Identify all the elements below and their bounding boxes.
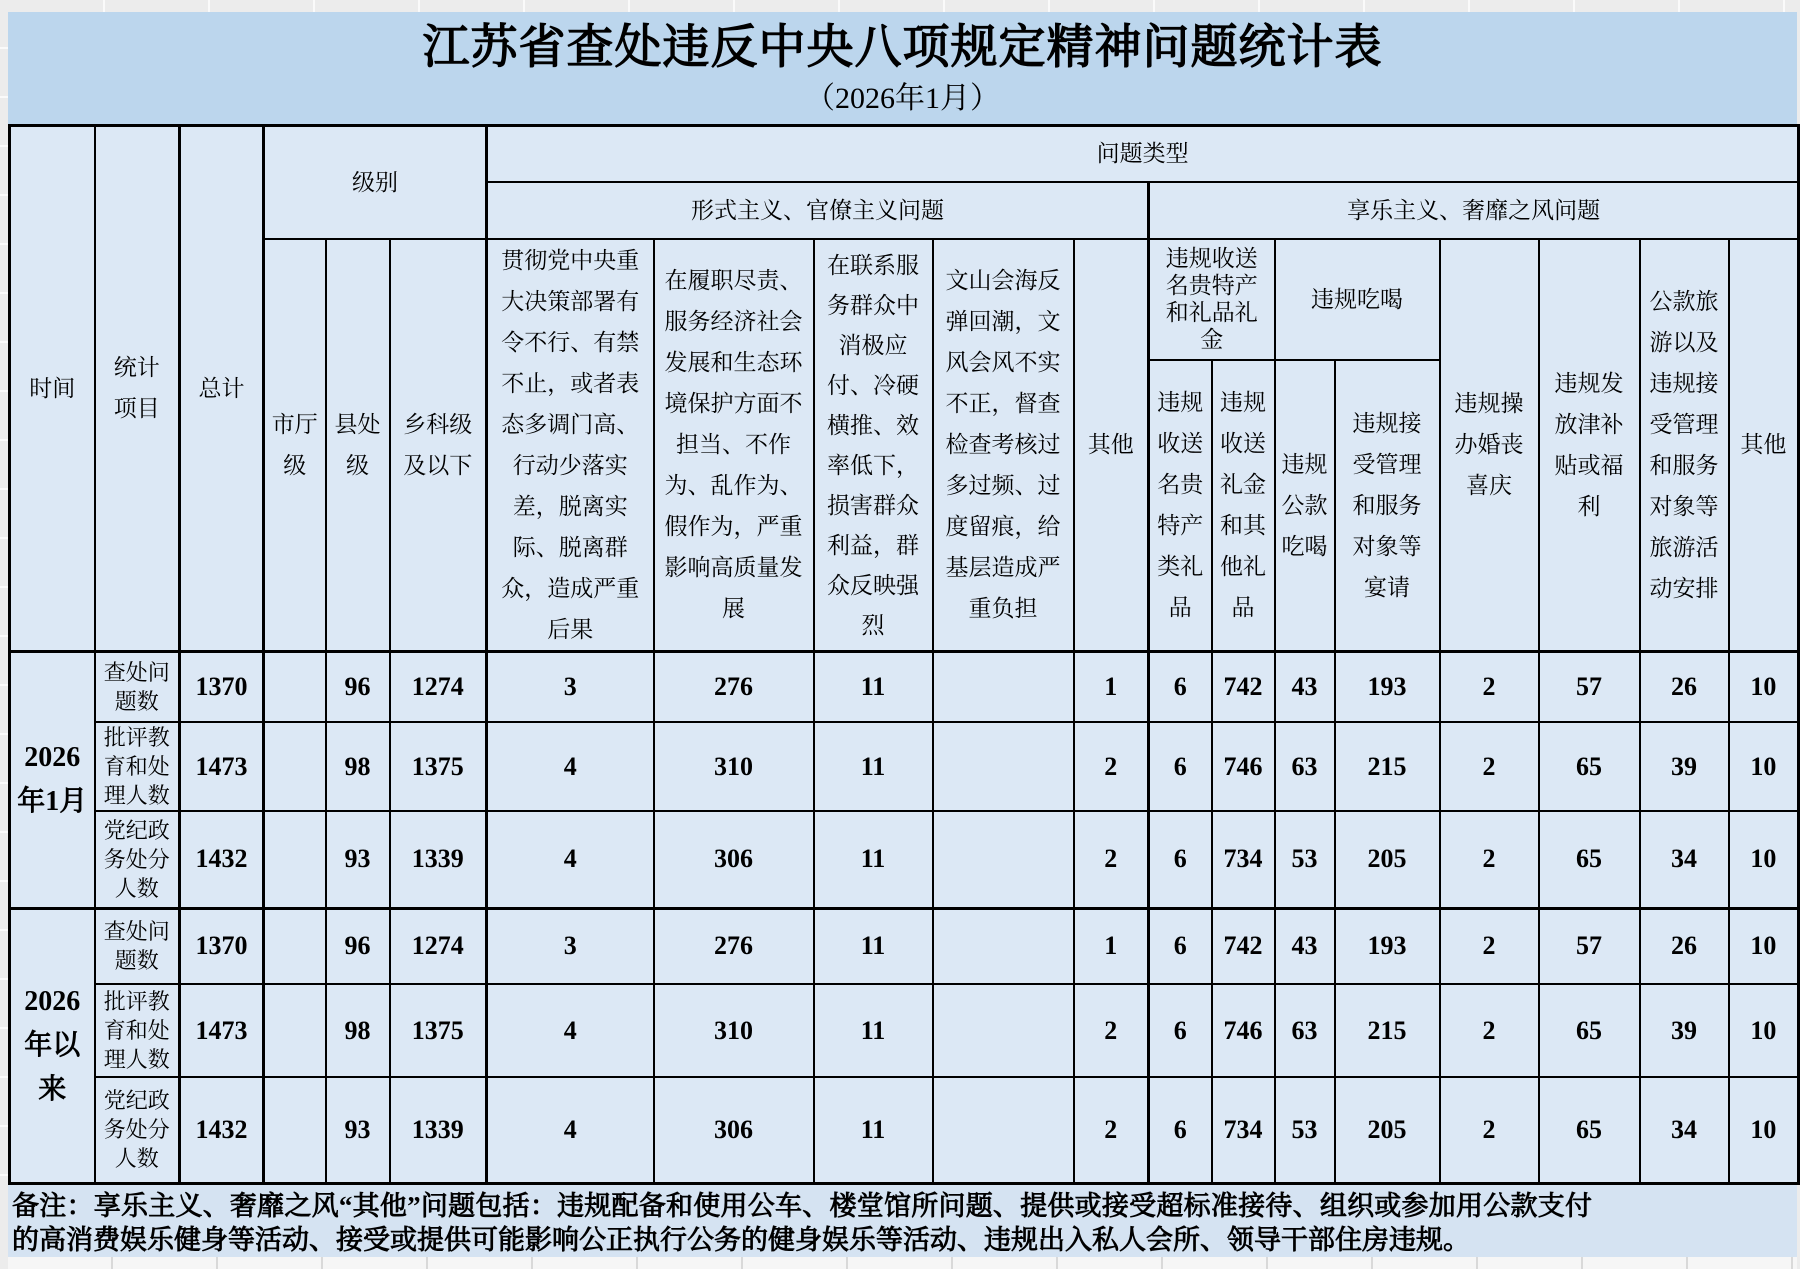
- header-level-city: 市厅级: [264, 239, 326, 652]
- value-cell: 10: [1729, 651, 1799, 722]
- header-stat-item: 统计项目: [95, 126, 180, 652]
- value-cell: 1473: [180, 722, 264, 811]
- value-cell: 2: [1074, 811, 1149, 908]
- value-cell: [264, 1077, 326, 1183]
- value-cell: 11: [814, 908, 933, 984]
- header-dining-col-2: 违规接受管理和服务对象等宴请: [1335, 360, 1440, 651]
- value-cell: [933, 811, 1074, 908]
- value-cell: 734: [1212, 1077, 1275, 1183]
- header-level-township: 乡科级及以下: [390, 239, 487, 652]
- header-level-county: 县处级: [326, 239, 390, 652]
- value-cell: [933, 1077, 1074, 1183]
- value-cell: 11: [814, 984, 933, 1077]
- value-cell: 6: [1149, 984, 1212, 1077]
- value-cell: 1432: [180, 811, 264, 908]
- value-cell: 3: [487, 651, 654, 722]
- value-cell: 746: [1212, 722, 1275, 811]
- value-cell: 746: [1212, 984, 1275, 1077]
- value-cell: 310: [654, 722, 814, 811]
- value-cell: 2: [1440, 1077, 1539, 1183]
- header-dining-col-1: 违规公款吃喝: [1275, 360, 1335, 651]
- sheet-content: [8, 12, 1797, 1269]
- header-gift-col-1: 违规收送名贵特产类礼品: [1149, 360, 1212, 651]
- header-time: 时间: [10, 126, 95, 652]
- value-cell: 1: [1074, 651, 1149, 722]
- value-cell: 6: [1149, 1077, 1212, 1183]
- time-group-label: 2026年1月: [10, 651, 95, 908]
- value-cell: 26: [1640, 651, 1729, 722]
- row-label: 批评教育和处理人数: [95, 722, 180, 811]
- title-band: [8, 12, 1797, 124]
- value-cell: 63: [1275, 984, 1335, 1077]
- value-cell: 39: [1640, 984, 1729, 1077]
- value-cell: 1432: [180, 1077, 264, 1183]
- value-cell: 11: [814, 811, 933, 908]
- value-cell: 2: [1440, 811, 1539, 908]
- value-cell: [264, 811, 326, 908]
- value-cell: 98: [326, 722, 390, 811]
- value-cell: 26: [1640, 908, 1729, 984]
- value-cell: 10: [1729, 984, 1799, 1077]
- value-cell: 306: [654, 811, 814, 908]
- value-cell: [264, 722, 326, 811]
- value-cell: 4: [487, 722, 654, 811]
- header-formalism-col-3: 在联系服务群众中消极应付、冷硬横推、效率低下，损害群众利益，群众反映强烈: [814, 239, 933, 652]
- page-title: 江苏省查处违反中央八项规定精神问题统计表: [422, 22, 1383, 74]
- value-cell: 6: [1149, 908, 1212, 984]
- value-cell: 1473: [180, 984, 264, 1077]
- header-level: 级别: [264, 126, 487, 239]
- value-cell: 6: [1149, 722, 1212, 811]
- value-cell: 11: [814, 651, 933, 722]
- value-cell: 2: [1440, 651, 1539, 722]
- row-label: 查处问题数: [95, 651, 180, 722]
- note-band: [8, 1185, 1797, 1257]
- value-cell: 4: [487, 811, 654, 908]
- row-label: 批评教育和处理人数: [95, 984, 180, 1077]
- value-cell: 98: [326, 984, 390, 1077]
- value-cell: 193: [1335, 651, 1440, 722]
- left-gutter: [0, 0, 8, 1220]
- time-group-label: 2026年以来: [10, 908, 95, 1183]
- value-cell: 1370: [180, 651, 264, 722]
- value-cell: 3: [487, 908, 654, 984]
- header-hedonism-group: 享乐主义、奢靡之风问题: [1149, 182, 1799, 239]
- header-gift-col-2: 违规收送礼金和其他礼品: [1212, 360, 1275, 651]
- value-cell: 2: [1440, 722, 1539, 811]
- value-cell: 96: [326, 651, 390, 722]
- value-cell: 93: [326, 1077, 390, 1183]
- value-cell: 1274: [390, 908, 487, 984]
- value-cell: 96: [326, 908, 390, 984]
- header-hedonism-col-travel: 公款旅游以及违规接受管理和服务对象等旅游活动安排: [1640, 239, 1729, 652]
- value-cell: 2: [1440, 908, 1539, 984]
- value-cell: 193: [1335, 908, 1440, 984]
- value-cell: 215: [1335, 984, 1440, 1077]
- page-subtitle: （2026年1月）: [805, 82, 1000, 115]
- header-hedonism-col-allowance: 违规发放津补贴或福利: [1539, 239, 1640, 652]
- value-cell: 65: [1539, 1077, 1640, 1183]
- value-cell: [264, 908, 326, 984]
- row-label: 查处问题数: [95, 908, 180, 984]
- value-cell: 34: [1640, 811, 1729, 908]
- header-hedonism-col-wedding: 违规操办婚丧喜庆: [1440, 239, 1539, 652]
- value-cell: 1: [1074, 908, 1149, 984]
- value-cell: 65: [1539, 811, 1640, 908]
- value-cell: 2: [1440, 984, 1539, 1077]
- bottom-gutter: [8, 1257, 1797, 1269]
- value-cell: 215: [1335, 722, 1440, 811]
- value-cell: [933, 984, 1074, 1077]
- value-cell: 10: [1729, 1077, 1799, 1183]
- value-cell: 205: [1335, 1077, 1440, 1183]
- value-cell: 11: [814, 722, 933, 811]
- header-formalism-col-1: 贯彻党中央重大决策部署有令不行、有禁不止，或者表态多调门高、行动少落实差，脱离实际、脱离群众，造成严重后果: [487, 239, 654, 652]
- value-cell: 6: [1149, 811, 1212, 908]
- row-label: 党纪政务处分人数: [95, 811, 180, 908]
- value-cell: 1274: [390, 651, 487, 722]
- value-cell: 10: [1729, 811, 1799, 908]
- value-cell: [933, 722, 1074, 811]
- value-cell: 6: [1149, 651, 1212, 722]
- value-cell: 4: [487, 984, 654, 1077]
- value-cell: 2: [1074, 984, 1149, 1077]
- header-problem-type: 问题类型: [487, 126, 1799, 182]
- stats-table: [8, 124, 1800, 1185]
- value-cell: 2: [1074, 722, 1149, 811]
- value-cell: 1339: [390, 1077, 487, 1183]
- top-gutter: [0, 0, 1800, 12]
- value-cell: 10: [1729, 722, 1799, 811]
- value-cell: 306: [654, 1077, 814, 1183]
- header-formalism-group: 形式主义、官僚主义问题: [487, 182, 1149, 239]
- value-cell: 11: [814, 1077, 933, 1183]
- value-cell: 63: [1275, 722, 1335, 811]
- value-cell: 53: [1275, 1077, 1335, 1183]
- value-cell: 1375: [390, 722, 487, 811]
- value-cell: 276: [654, 908, 814, 984]
- value-cell: [264, 651, 326, 722]
- value-cell: [933, 908, 1074, 984]
- value-cell: [264, 984, 326, 1077]
- value-cell: 2: [1074, 1077, 1149, 1183]
- value-cell: 53: [1275, 811, 1335, 908]
- value-cell: [933, 651, 1074, 722]
- value-cell: 43: [1275, 908, 1335, 984]
- value-cell: 65: [1539, 984, 1640, 1077]
- header-total: 总计: [180, 126, 264, 652]
- row-label: 党纪政务处分人数: [95, 1077, 180, 1183]
- header-hedonism-col-other: 其他: [1729, 239, 1799, 652]
- value-cell: 742: [1212, 908, 1275, 984]
- value-cell: 734: [1212, 811, 1275, 908]
- value-cell: 310: [654, 984, 814, 1077]
- footnote: 备注：享乐主义、奢靡之风“其他”问题包括：违规配备和使用公车、楼堂馆所问题、提供或接受超标准接待、组织或参加用公款支付的高消费娱乐健身等活动、接受或提供可能影响公正执行公务的健身娱乐等活动、违规出入私人会所、领导干部住房违规。: [12, 1190, 1592, 1255]
- value-cell: 43: [1275, 651, 1335, 722]
- header-formalism-col-4: 文山会海反弹回潮，文风会风不实不正，督查检查考核过多过频、过度留痕，给基层造成严重负担: [933, 239, 1074, 652]
- value-cell: 93: [326, 811, 390, 908]
- value-cell: 39: [1640, 722, 1729, 811]
- value-cell: 205: [1335, 811, 1440, 908]
- value-cell: 34: [1640, 1077, 1729, 1183]
- value-cell: 276: [654, 651, 814, 722]
- value-cell: 10: [1729, 908, 1799, 984]
- value-cell: 1339: [390, 811, 487, 908]
- value-cell: 742: [1212, 651, 1275, 722]
- value-cell: 57: [1539, 908, 1640, 984]
- value-cell: 65: [1539, 722, 1640, 811]
- header-formalism-col-2: 在履职尽责、服务经济社会发展和生态环境保护方面不担当、不作为、乱作为、假作为，严重影响高质量发展: [654, 239, 814, 652]
- header-dining-group: 违规吃喝: [1275, 239, 1440, 361]
- value-cell: 57: [1539, 651, 1640, 722]
- value-cell: 4: [487, 1077, 654, 1183]
- header-gift-group: 违规收送名贵特产和礼品礼金: [1149, 239, 1275, 361]
- value-cell: 1370: [180, 908, 264, 984]
- header-formalism-col-other: 其他: [1074, 239, 1149, 652]
- value-cell: 1375: [390, 984, 487, 1077]
